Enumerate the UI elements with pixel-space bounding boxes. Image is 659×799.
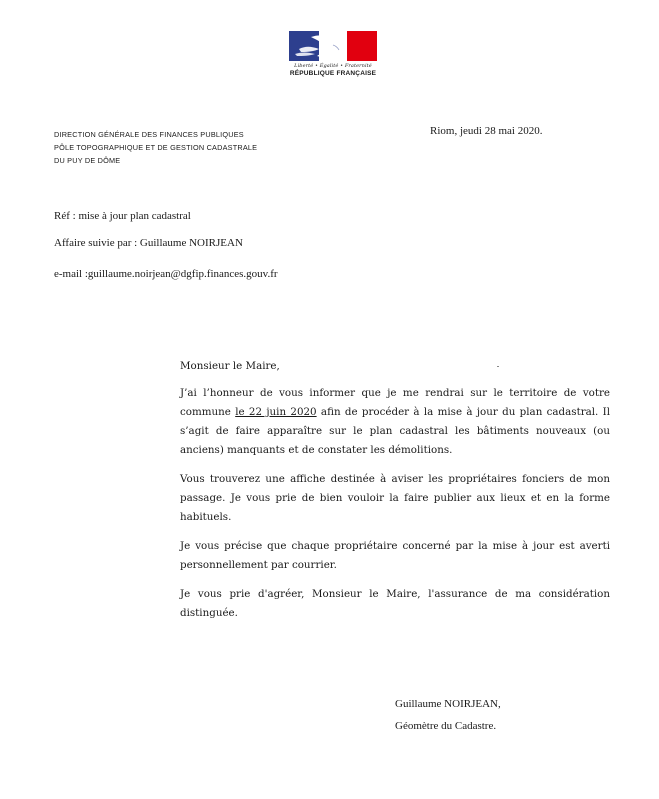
- administration-header: [54, 128, 257, 167]
- letter-date: Riom, jeudi 28 mai 2020.: [430, 125, 543, 137]
- letter-body: [180, 357, 610, 633]
- reference-followed-by: Affaire suivie par : Guillaume NOIRJEAN: [54, 237, 243, 249]
- marianne-logo: [287, 31, 379, 77]
- paragraph-poster: Vous trouverez une affiche destinée à aviser les propriétaires fonciers de mon passage. Je vous prie de bien vouloir la faire publier aux lieux et en la forme habituels.: [180, 473, 610, 523]
- paragraph-owners: Je vous précise que chaque propriétaire concerné par la mise à jour est averti personnellement par courrier.: [180, 540, 610, 571]
- admin-line-direction: DIRECTION GÉNÉRALE DES FINANCES PUBLIQUES: [54, 130, 244, 139]
- paragraph-visit: [180, 384, 610, 460]
- signature-title: Géomètre du Cadastre.: [395, 720, 497, 732]
- signature-block: [395, 693, 501, 737]
- reference-subject: Réf : mise à jour plan cadastral: [54, 210, 191, 222]
- paragraph-closing: Je vous prie d'agréer, Monsieur le Maire, l'assurance de ma considération distinguée.: [180, 588, 610, 619]
- marianne-flag-icon: [289, 31, 377, 61]
- paragraph-visit-end: afin de procéder à la mise à jour du plan cadastral. Il s’agit de faire apparaître sur le plan cadastral les bâtiments nouveaux (ou anciens) manquants et de constater les démolitions.: [180, 406, 611, 456]
- paragraph-visit-start: J’ai l’honneur de vous informer que je me rendrai sur le territoire de votre commune: [180, 387, 610, 418]
- republic-motto: Liberté • Égalité • Fraternité: [294, 63, 372, 69]
- admin-line-department: DU PUY DE DÔME: [54, 156, 121, 165]
- reference-email: e-mail :guillaume.noirjean@dgfip.finances.gouv.fr: [54, 268, 278, 280]
- signature-name: Guillaume NOIRJEAN,: [395, 698, 501, 710]
- salutation: Monsieur le Maire,: [180, 360, 280, 372]
- republic-name: RÉPUBLIQUE FRANÇAISE: [289, 70, 377, 77]
- visit-date: le 22 juin 2020: [235, 406, 317, 418]
- admin-line-pole: PÔLE TOPOGRAPHIQUE ET DE GESTION CADASTRALE: [54, 143, 258, 152]
